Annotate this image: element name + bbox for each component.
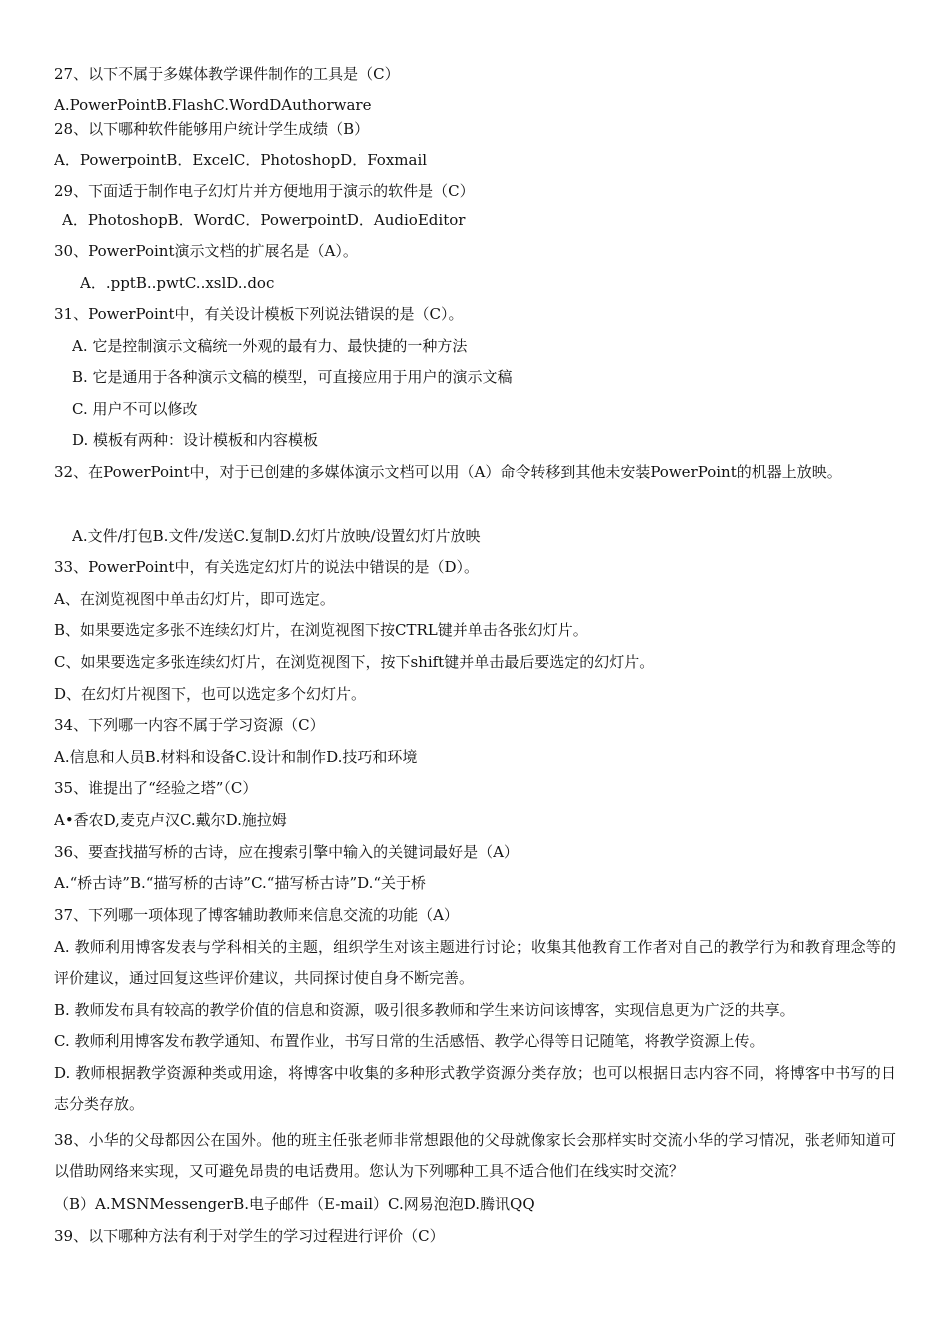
question-31-option-a: A. 它是控制演示文稿统一外观的最有力、最快捷的一种方法 xyxy=(72,337,468,355)
question-38-options: （B）A.MSNMessengerB.电子邮件（E-mail）C.网易泡泡D.腾讯QQ xyxy=(54,1195,535,1213)
question-34-options: A.信息和人员B.材料和设备C.设计和制作D.技巧和环境 xyxy=(54,748,418,766)
question-37-option-d: D. 教师根据教学资源种类或用途，将博客中收集的多种形式教学资源分类存放；也可以根据日志内容不同，将博客中书写的日志分类存放。 xyxy=(54,1064,896,1113)
question-37-option-b: B. 教师发布具有较高的教学价值的信息和资源，吸引很多教师和学生来访问该博客，实现信息更为广泛的共享。 xyxy=(54,1001,795,1019)
question-39: 39、以下哪种方法有利于对学生的学习过程进行评价（C） xyxy=(54,1227,445,1245)
question-27-options: A.PowerPointB.FlashC.WordDAuthorware xyxy=(54,96,372,114)
question-32: 32、在PowerPoint中，对于已创建的多媒体演示文档可以用（A）命令转移到其他未安装PowerPoint的机器上放映。 xyxy=(54,463,842,481)
question-37-option-c: C. 教师利用博客发布教学通知、布置作业，书写日常的生活感悟、教学心得等日记随笔，将教学资源上传。 xyxy=(54,1032,765,1050)
question-35-options: A•香农D,麦克卢汉C.戴尔D.施拉姆 xyxy=(54,811,287,829)
question-35: 35、谁提出了“经验之塔”（C） xyxy=(54,779,258,797)
question-33-option-d: D、在幻灯片视图下，也可以选定多个幻灯片。 xyxy=(54,685,367,703)
question-33-option-a: A、在浏览视图中单击幻灯片，即可选定。 xyxy=(54,590,335,608)
question-36: 36、要查找描写桥的古诗，应在搜索引擎中输入的关键词最好是（A） xyxy=(54,843,519,861)
question-27: 27、以下不属于多媒体教学课件制作的工具是（C） xyxy=(54,65,400,83)
question-33-option-c: C、如果要选定多张连续幻灯片，在浏览视图下，按下shift键并单击最后要选定的幻灯片。 xyxy=(54,653,655,671)
question-32-options: A.文件/打包B.文件/发送C.复制D.幻灯片放映/设置幻灯片放映 xyxy=(72,527,481,545)
question-31-option-d: D. 模板有两种：设计模板和内容模板 xyxy=(72,431,319,449)
question-37-option-a: A. 教师利用博客发表与学科相关的主题，组织学生对该主题进行讨论；收集其他教育工作者对自己的教学行为和教育理念等的评价建议，通过回复这些评价建议，共同探讨使自身不断完善。 xyxy=(54,938,896,987)
question-28: 28、以下哪种软件能够用户统计学生成绩（B） xyxy=(54,120,370,138)
question-37: 37、下列哪一项体现了博客辅助教师来信息交流的功能（A） xyxy=(54,906,459,924)
question-31: 31、PowerPoint中，有关设计模板下列说法错误的是（C）。 xyxy=(54,305,464,323)
question-36-options: A.“桥古诗”B.“描写桥的古诗”C.“描写桥古诗”D.“关于桥 xyxy=(54,874,427,892)
question-33: 33、PowerPoint中，有关选定幻灯片的说法中错误的是（D）。 xyxy=(54,558,480,576)
question-30: 30、PowerPoint演示文档的扩展名是（A）。 xyxy=(54,242,358,260)
question-31-option-b: B. 它是通用于各种演示文稿的模型，可直接应用于用户的演示文稿 xyxy=(72,368,513,386)
question-29-options: A．PhotoshopB．WordC．PowerpointD．AudioEditor xyxy=(62,211,466,229)
question-33-option-b: B、如果要选定多张不连续幻灯片，在浏览视图下按CTRL键并单击各张幻灯片。 xyxy=(54,621,588,639)
question-34: 34、下列哪一内容不属于学习资源（C） xyxy=(54,716,325,734)
question-29: 29、下面适于制作电子幻灯片并方便地用于演示的软件是（C） xyxy=(54,182,475,200)
question-30-options: A．.pptB..pwtC..xslD..doc xyxy=(80,274,275,292)
question-31-option-c: C. 用户不可以修改 xyxy=(72,400,198,418)
question-38: 38、小华的父母都因公在国外。他的班主任张老师非常想跟他的父母就像家长会那样实时交流小华的学习情况，张老师知道可以借助网络来实现，又可避免昂贵的电话费用。您认为下列哪种工具不适合他们在线实时交流？ xyxy=(54,1131,896,1180)
question-28-options: A．PowerpointB．ExcelC．PhotoshopD．Foxmail xyxy=(54,151,428,169)
